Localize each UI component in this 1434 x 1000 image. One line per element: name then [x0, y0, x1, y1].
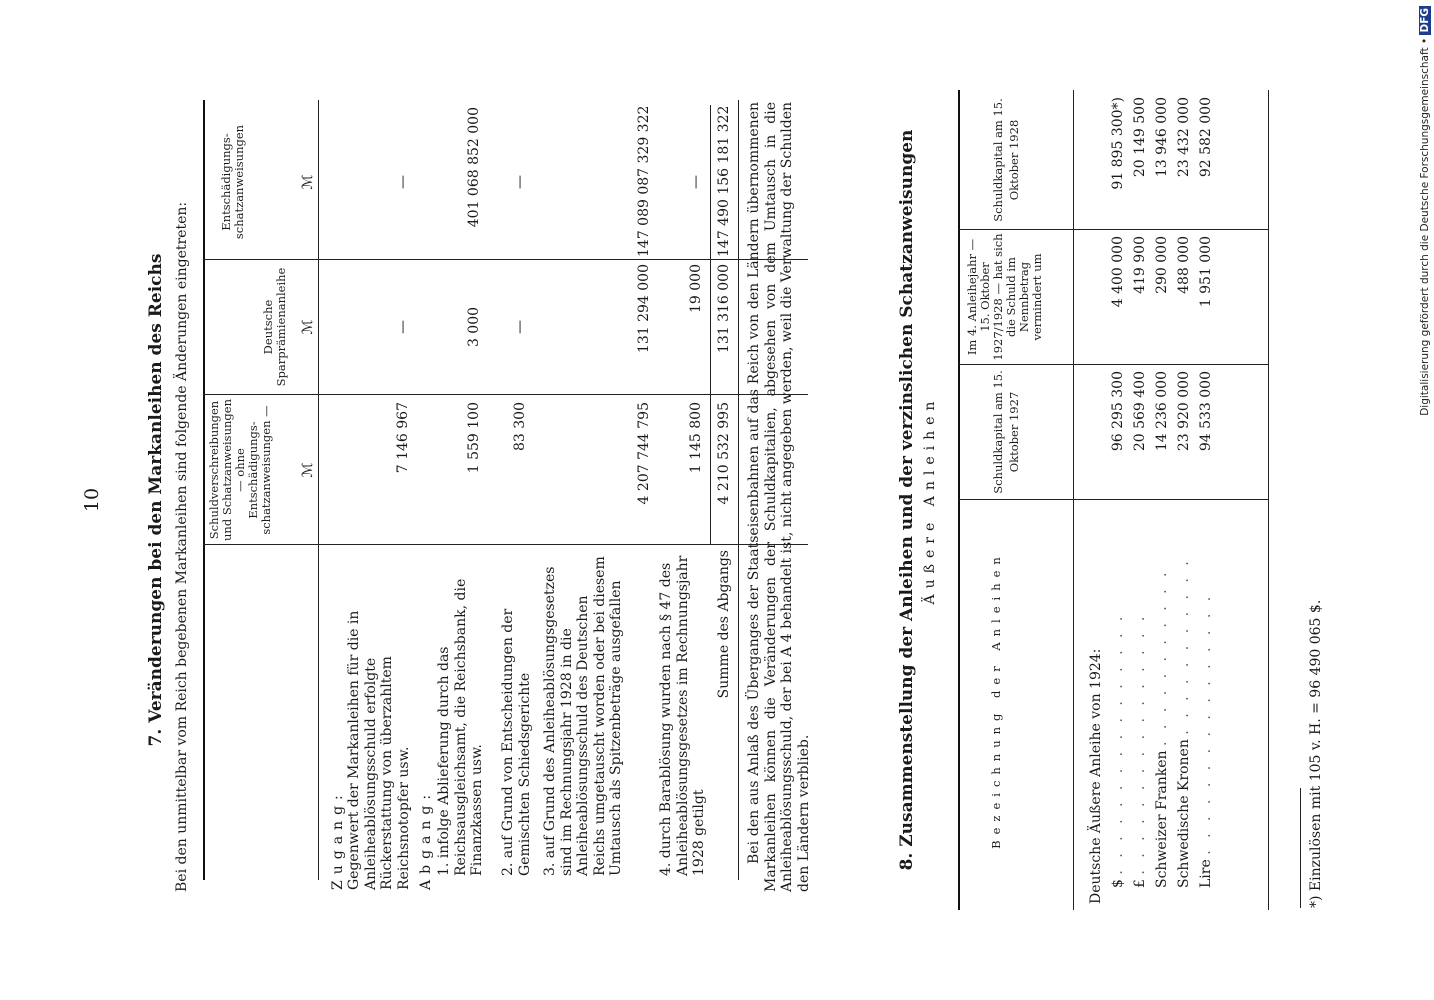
table7-col-sep-1	[203, 544, 808, 545]
sum-col1: 4 210 532 995	[716, 402, 732, 505]
row-label: £	[1132, 879, 1148, 888]
abgang-item-2-col1: 83 300	[512, 402, 528, 451]
row-reduction: 4 400 000	[1110, 236, 1126, 308]
abgang-item-4: 4. durch Barablösung wurden nach § 47 des Anleiheablösungsgesetzes im Rechnungsjahr 1928 getilgt	[658, 555, 707, 876]
table8-col-sep-3	[958, 229, 1268, 230]
table8-header-capital-1927: Schuldkapital am 15. Oktober 1927	[991, 370, 1021, 494]
table8-group-label: Deutsche Äußere Anleihe von 1924:	[1088, 648, 1104, 904]
row-capital-1928: 91 895 300*)	[1110, 97, 1126, 190]
zugang-value-col3: —	[395, 175, 411, 189]
abgang-item-3-col3: 147 089 087 329 322	[636, 105, 652, 257]
row-label: Lire	[1198, 859, 1214, 888]
abgang-item-3-col1: 4 207 744 795	[636, 402, 652, 505]
abgang-item-2-col3: —	[512, 175, 528, 189]
page-number: 10	[81, 487, 103, 513]
footnote: *) Einzulösen mit 105 v. H. = 96 490 065 $.	[1308, 599, 1324, 908]
credit-text: Digitalisierung gefördert durch die Deutsche Forschungsgemeinschaft •	[1419, 37, 1431, 416]
row-capital-1928: 23 432 000	[1176, 97, 1192, 178]
table7-unit-col3: ℳ	[300, 174, 316, 190]
table8-col-sep-2	[958, 364, 1268, 365]
abgang-item-2-col2: —	[512, 320, 528, 334]
row-reduction: 419 900	[1132, 236, 1148, 294]
footnote-rule	[1300, 788, 1301, 908]
zugang-value-col2: —	[395, 320, 411, 334]
table8-header-designation: Bezeichnung der Anleihen	[989, 551, 1003, 849]
abgang-label: Abgang:	[418, 788, 434, 890]
section8-subtitle: Äußere Anleihen	[922, 395, 938, 605]
section7-paragraph: Bei den aus Anlaß des Überganges der Staatseisenbahnen auf das Reich von den Ländern übernommenen Markanleihen können die Veränderungen der Schuldkapitalien, abgesehen von dem Umtausch in die Anleiheablösungsschuld, der bei A 4 behandelt ist, nicht angegeben werden, weil die Verwaltung der Schulden den Ländern verblieb.	[746, 102, 812, 892]
table8-col-sep-1	[958, 499, 1268, 500]
zugang-value-col1: 7 146 967	[395, 402, 411, 474]
row-label: Schweizer Franken	[1154, 750, 1170, 888]
row-capital-1927: 96 295 300	[1110, 371, 1126, 452]
table8-top-rule	[958, 90, 960, 910]
zugang-text: Gegenwert der Markanleihen für die in Anleiheablösungsschuld erfolgte Rückerstattung von überzahltem Reichsnotopfer usw.	[346, 610, 412, 890]
abgang-item-1-col2: 3 000	[466, 306, 482, 348]
row-reduction: 1 951 000	[1198, 236, 1214, 308]
row-label: Schwedische Kronen	[1176, 739, 1192, 888]
sum-col3: 147 490 156 181 322	[716, 105, 732, 257]
sum-label: Summe des Abgangs	[716, 550, 732, 699]
row-capital-1928: 92 582 000	[1198, 97, 1214, 178]
row-reduction: 488 000	[1176, 236, 1192, 294]
row-capital-1927: 14 236 000	[1154, 371, 1170, 452]
table7-bottom-rule	[738, 100, 739, 880]
abgang-item-3: 3. auf Grund des Anleiheablösungsgesetzes sind im Rechnungsjahr 1928 in die Anleiheablösungsschuld des Deutschen Reichs umgetauscht worden oder bei diesem Umtausch als Spitzenbeträge ausgefallen	[542, 556, 624, 876]
abgang-item-1-col1: 1 559 100	[466, 402, 482, 474]
table8-header-reduction: Im 4. Anleihejahr — 15. Oktober 1927/1928 — hat sich die Schuld im Nennbetrag vermindert um	[965, 233, 1044, 361]
table7-header-rule	[318, 100, 319, 880]
table7-col-sep-2	[203, 394, 808, 395]
table7-header-col2: Deutsche Sparprämienanleihe	[261, 267, 288, 387]
table7-header-col3: Entschädigungs-schatzanweisungen	[219, 124, 246, 240]
table7-unit-col1: ℳ	[300, 462, 316, 478]
zugang-label: Zugang:	[330, 789, 346, 890]
row-capital-1927: 94 533 000	[1198, 371, 1214, 452]
table8-bottom-rule	[1268, 90, 1269, 910]
abgang-item-2: 2. auf Grund von Entscheidungen der Gemischten Schiedsgerichte	[500, 608, 533, 876]
section7-title: 7. Veränderungen bei den Markanleihen des Reichs	[146, 253, 166, 747]
table7-top-rule	[203, 100, 205, 880]
row-reduction: 290 000	[1154, 236, 1170, 294]
table7-unit-col2: ℳ	[300, 319, 316, 335]
dfg-logo: DFG	[1419, 8, 1431, 33]
table8-header-capital-1928: Schuldkapital am 15. Oktober 1928	[991, 98, 1021, 222]
abgang-item-1-col3: 401 068 852 000	[466, 107, 482, 228]
abgang-item-3-col2: 131 294 000	[636, 264, 652, 354]
rotated-document-page: 10 7. Veränderungen bei den Markanleihen des Reichs Bei den unmittelbar vom Reich begebenen Markanleihen sind folgende Änderungen eingetreten: Schuldverschreibungen und Schatzanweisungen — ohne Entschädigungs-schatzanweisungen — Deutsche Sparprämienanleihe Entschädigungs-schatzanweisungen ℳ ℳ ℳ Zugang: Gegenwert der Markanleihen für die in Anleiheablösungsschuld erfolgte Rückerstattung von überzahltem Reichsnotopfer usw. 7 146 967 — — Abgang: 1. infolge Ablieferung durch das Reichsausgleichsamt, die Reichsbank, die Finanzkassen usw. 1 559 100 3 000 401 068 852 000 2. auf Grund von Entscheidungen der Gemischten Schiedsgerichte 83 300 — — 3. auf Grund des Anleiheablösungsgesetzes sind im Rechnungsjahr 1928 in die Anleiheablösungsschuld des Deutschen Reichs umgetauscht worden oder bei diesem Umtausch als Spitzenbeträge ausgefallen 4 207 744 795 131 294 000 147 089 087 329 322 4. durch Barablösung wurden nach § 47 des Anleiheablösungsgesetzes im Rechnungsjahr 1928 getilgt 1 145 800 19 000 — Summe des Abgangs 4 210 532 995 131 316 000 147 490 156 181 322 Bei den aus Anlaß des Überganges der Staatseisenbahnen auf das Reich von den Ländern übernommenen Markanleihen können die Veränderungen der Schuldkapitalien, abgesehen von dem Umtausch in die Anleiheablösungsschuld, der bei A 4 behandelt ist, nicht angegeben werden, weil die Verwaltung der Schulden den Ländern verblieb. 8. Zusammenstellung der Anleihen und der verzinslichen Schatzanweisungen Äußere Anleihen Bezeichnung der Anleihen Schuldkapital am 15. Oktober 1927 Im 4. Anleihejahr — 15. Oktober 1927/1928 — hat sich die Schuld im Nennbetrag vermindert um Schuldkapital am 15. Oktober 1928 Deutsche Äußere Anleihe von 1924: $ . . . . . . . . . . . . . . . . 96 295 300 4 400 000 91 895 300*) £ . . . . . . . . . . . . . . . . 20 569 400 419 900 20 149 500 Schweizer Franken . . . . . . . . . . . 14 236 000 290 000 13 946 000 Schwedische Kronen . . . . . . . . . . . 23 920 000 488 000 23 432 000 Lire . . . . . . . . . . . . . . . . 94 533 000 1 951 000 92 582 000 *) Einzulösen mit 105 v. H. = 96 490 065 $.	[0, 0, 1434, 1000]
table8-header-rule	[1073, 90, 1074, 910]
abgang-item-1: 1. infolge Ablieferung durch das Reichsausgleichsamt, die Reichsbank, die Finanzkassen usw.	[436, 578, 485, 876]
abgang-item-4-col1: 1 145 800	[688, 402, 704, 474]
table7-header-col1: Schuldverschreibungen und Schatzanweisungen — ohne Entschädigungs-schatzanweisungen —	[207, 399, 273, 541]
abgang-item-4-col3: —	[688, 175, 704, 189]
row-capital-1927: 20 569 400	[1132, 371, 1148, 452]
abgang-item-4-col2: 19 000	[688, 264, 704, 313]
section8-title: 8. Zusammenstellung der Anleihen und der verzinslichen Schatzanweisungen	[897, 129, 917, 871]
row-capital-1928: 20 149 500	[1132, 97, 1148, 178]
sum-col2: 131 316 000	[716, 264, 732, 354]
row-capital-1928: 13 946 000	[1154, 97, 1170, 178]
digitization-credit	[1418, 6, 1432, 996]
row-label: $	[1110, 879, 1126, 888]
table7-col-sep-3	[203, 259, 808, 260]
section7-intro: Bei den unmittelbar vom Reich begebenen Markanleihen sind folgende Änderungen eingetreten:	[174, 201, 190, 892]
table7-sum-rule	[710, 105, 711, 545]
row-capital-1927: 23 920 000	[1176, 371, 1192, 452]
